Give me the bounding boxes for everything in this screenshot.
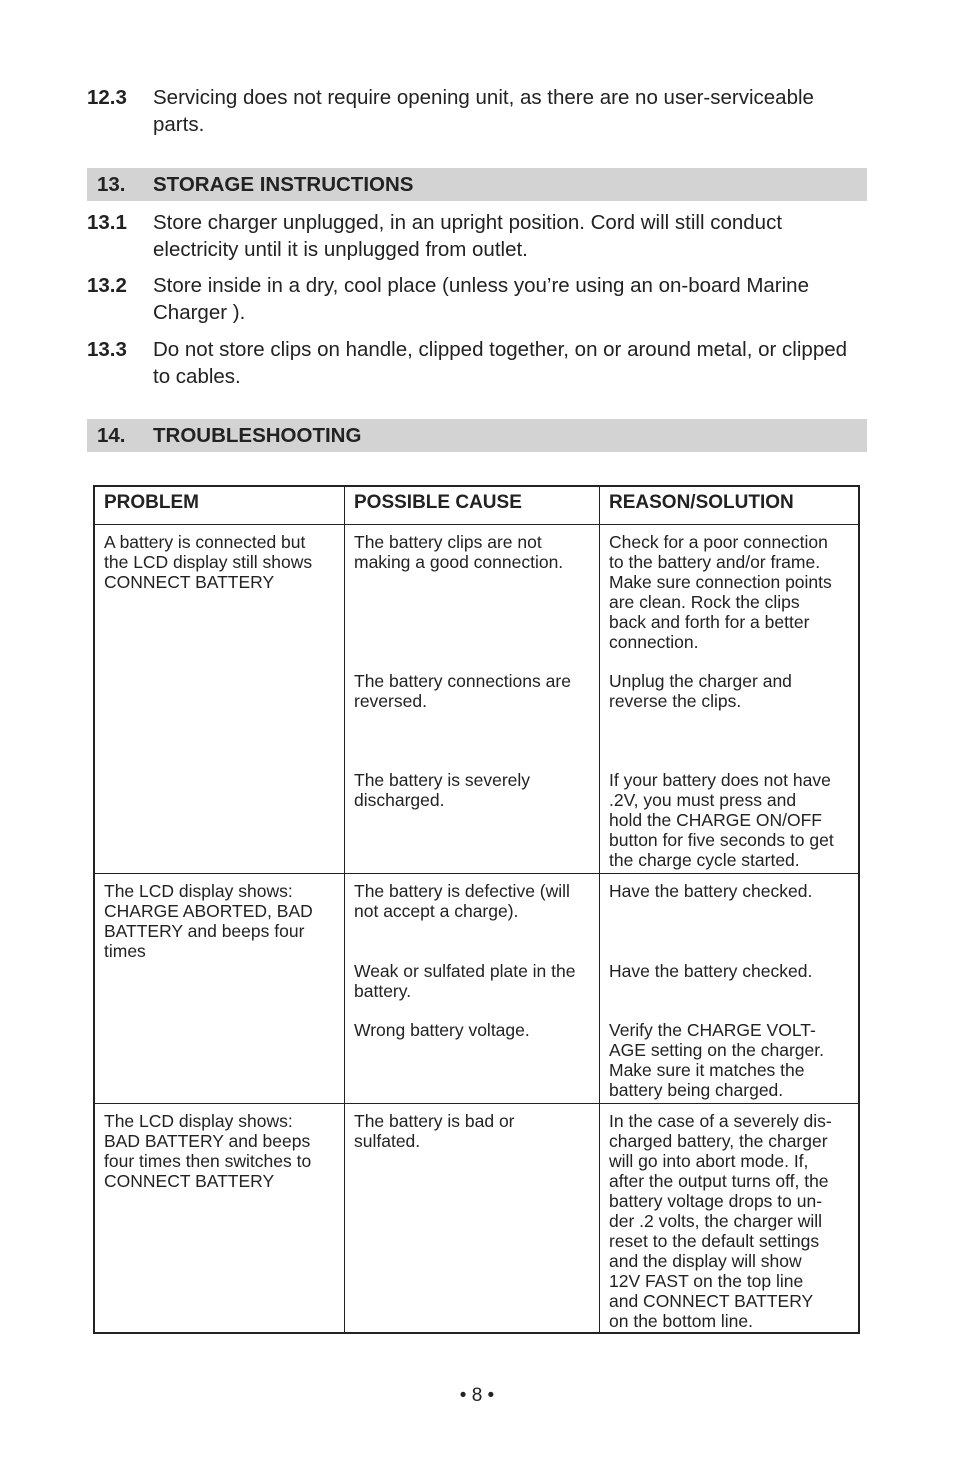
solution-cell: Unplug the charger and reverse the clips.	[609, 671, 792, 711]
cause-cell: The battery is severely discharged.	[354, 770, 531, 810]
item-13-2	[87, 272, 867, 326]
problem-cell: A battery is connected but the LCD display still shows CONNECT BATTERY	[104, 532, 313, 592]
cause-cell: The battery is bad or sulfated.	[354, 1111, 515, 1151]
item-text: Servicing does not require opening unit, as there are no user-serviceable parts.	[153, 86, 814, 136]
section-14-heading	[87, 419, 867, 452]
solution-cell: Have the battery checked.	[609, 961, 813, 981]
cause-cell: The battery is defective (will not accept a charge).	[354, 881, 570, 921]
solution-cell: Verify the CHARGE VOLT- AGE setting on the charger. Make sure it matches the battery being charged.	[609, 1020, 824, 1100]
item-number: 12.3	[87, 86, 127, 109]
cause-cell: The battery connections are reversed.	[354, 671, 571, 711]
header-possible-cause: POSSIBLE CAUSE	[354, 492, 522, 513]
section-number: 14.	[97, 424, 126, 447]
page-number: • 8 •	[459, 1385, 495, 1406]
cause-cell: Wrong battery voltage.	[354, 1020, 530, 1040]
troubleshooting-table	[93, 485, 860, 1334]
item-number: 13.1	[87, 211, 127, 234]
problem-cell: The LCD display shows: BAD BATTERY and beeps four times then switches to CONNECT BATTERY	[104, 1111, 312, 1191]
header-problem: PROBLEM	[104, 492, 199, 513]
item-13-3	[87, 336, 867, 390]
row-divider	[95, 873, 858, 874]
cause-cell: The battery clips are not making a good connection.	[354, 532, 564, 572]
solution-cell: Have the battery checked.	[609, 881, 813, 901]
solution-cell: In the case of a severely dis- charged battery, the charger will go into abort mode. If, after the output turns off, the battery voltage drops to un- der .2 volts, the charger will reset to the default settings and the display will show 12V FAST on the top line and CONNECT BATTERY on the bottom line.	[609, 1111, 832, 1331]
section-title: STORAGE INSTRUCTIONS	[153, 173, 414, 196]
header-reason-solution: REASON/SOLUTION	[609, 492, 794, 513]
item-text: Store inside in a dry, cool place (unless you’re using an on-board Marine Charger ).	[153, 274, 809, 324]
item-12-3	[87, 84, 867, 138]
item-text: Store charger unplugged, in an upright position. Cord will still conduct electricity until it is unplugged from outlet.	[153, 211, 783, 261]
cause-cell: Weak or sulfated plate in the battery.	[354, 961, 576, 1001]
problem-cell: The LCD display shows: CHARGE ABORTED, BAD BATTERY and beeps four times	[104, 881, 313, 961]
header-divider	[95, 524, 858, 525]
column-divider	[599, 487, 600, 1332]
column-divider	[344, 487, 345, 1332]
row-divider	[95, 1103, 858, 1104]
item-text: Do not store clips on handle, clipped together, on or around metal, or clipped to cables.	[153, 338, 848, 388]
solution-cell: Check for a poor connection to the battery and/or frame. Make sure connection points are clean. Rock the clips back and forth for a better connection.	[609, 532, 832, 652]
item-13-1	[87, 209, 867, 263]
section-number: 13.	[97, 173, 126, 196]
section-13-heading	[87, 168, 867, 201]
item-number: 13.2	[87, 274, 127, 297]
section-title: TROUBLESHOOTING	[153, 424, 362, 447]
item-number: 13.3	[87, 338, 127, 361]
solution-cell: If your battery does not have .2V, you must press and hold the CHARGE ON/OFF button for five seconds to get the charge cycle started.	[609, 770, 834, 870]
